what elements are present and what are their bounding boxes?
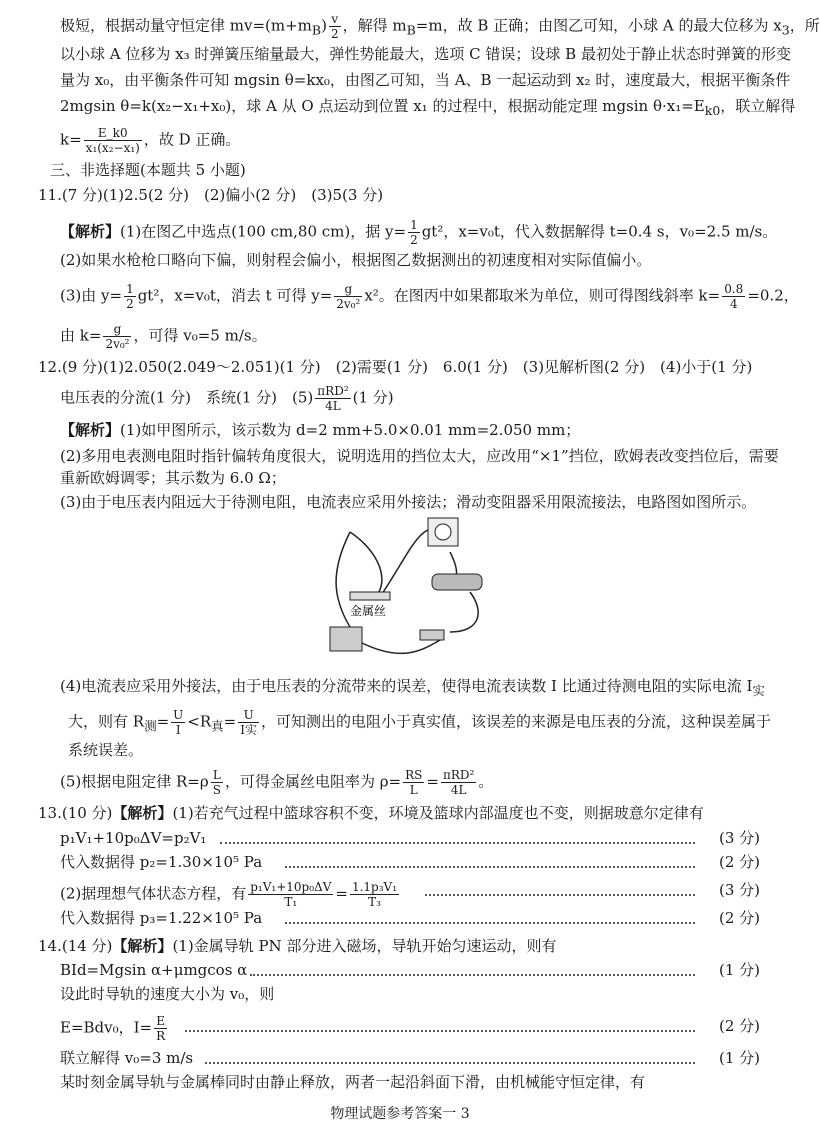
text-line: (3)由于电压表内阻远大于待测电阻，电流表应采用外接法；滑动变阻器采用限流接法，电路图如图所示。 (60, 493, 757, 511)
fraction: $\frac{\text{πRD²}}{4L}$ (442, 768, 475, 797)
wire (450, 592, 478, 632)
text-line: 设此时导轨的速度大小为 v₀，则 (60, 985, 275, 1003)
dotted-leader (425, 894, 695, 896)
text-line: 重新欧姆调零；其示数为 6.0 Ω； (60, 469, 286, 487)
metal-wire-board (350, 592, 390, 600)
dotted-leader (285, 866, 695, 868)
text-line: 系统误差。 (68, 741, 144, 759)
wire (336, 532, 360, 642)
equation-line: BId=Mgsin α+μmgcos α (60, 961, 248, 979)
text-line: 大，则有 $R_测=$ $\frac{U}{I}$ $<R_真=$ $\frac{U}{\text{I实}}$ ，可知测出的电阻小于真实值，该误差的来源是电压表的分流，这种误差属于 (68, 708, 772, 737)
equation-line: (2)据理想气体状态方程，有 $\frac{\text{p₁V₁+10p₀ΔV}}{\text{T₁}}$ = $\frac{\text{1.1p₃V₁}}{\text{T₃}}$ (60, 880, 398, 909)
text-line: 以小球 A 位移为 x₃ 时弹簧压缩量最大，弹性势能最大，选项 C 错误；设球 B 最初处于静止状态时弹簧的形变 (60, 45, 791, 63)
dotted-leader (250, 974, 695, 976)
text-line: k= $\frac{E\_k0}{\text{x₁(x₂−x₁)}}$ ，故 D 正确。 (60, 126, 241, 155)
wire (350, 532, 382, 597)
fraction: $\frac{U}{\text{I实}}$ (240, 708, 257, 737)
text-line: 由 k= $\frac{g}{\text{2v₀²}}$ ，可得 v₀=5 m/s。 (60, 322, 267, 351)
battery (330, 627, 362, 651)
equation-line: E=Bdv₀，I= $\frac{E}{R}$ (60, 1014, 166, 1043)
switch (420, 630, 444, 640)
dotted-leader (185, 1030, 695, 1032)
wire (360, 640, 440, 653)
equation-line: p₁V₁+10p₀ΔV=p₂V₁ (60, 829, 207, 847)
equation-line: 联立解得 v₀=3 m/s (60, 1049, 194, 1067)
question-11-answer: 11.(7 分)(1)2.5(2 分) (2)偏小(2 分) (3)5(3 分) (38, 186, 384, 204)
fraction: $\frac{1}{2}$ (126, 282, 134, 311)
fraction: $\frac{RS}{L}$ (405, 768, 423, 797)
fraction: $\frac{L}{S}$ (212, 768, 221, 797)
text-line: (2)多用电表测电阻时指针偏转角度很大，说明选用的挡位太大，应改用“×1”挡位，欧姆表改变挡位后，需要 (60, 447, 779, 465)
text-line: 电压表的分流(1 分) 系统(1 分) (5) $\frac{\text{πRD²}}{4L}$ (1 分) (60, 384, 394, 413)
text-line: (4)电流表应采用外接法，由于电压表的分流带来的误差，使得电流表读数 I 比通过待测电阻的实际电流 $I_实$ (60, 677, 765, 698)
question-12-answer: 12.(9 分)(1)2.050(2.049～2.051)(1 分) (2)需要(1 分) 6.0(1 分) (3)见解析图(2 分) (4)小于(1 分) (38, 358, 753, 376)
fraction: $\frac{g}{\text{2v₀²}}$ (336, 282, 361, 311)
dotted-leader (205, 1062, 695, 1064)
circuit-diagram (320, 512, 490, 662)
fraction: $\frac{\text{p₁V₁+10p₀ΔV}}{\text{T₁}}$ (250, 880, 332, 909)
equation-line: 代入数据得 p₂=1.30×10⁵ Pa (60, 853, 263, 871)
rheostat (432, 574, 482, 590)
fraction: $\frac{U}{I}$ (173, 708, 184, 737)
question-13-answer: 13.(10 分)【解析】(1)若充气过程中篮球容积不变，环境及篮球内部温度也不变，则据玻意尔定律有 (38, 804, 704, 822)
text-line: (3)由 y= $\frac{1}{2}$ gt²，x=v₀t，消去 t 可得 y= $\frac{g}{\text{2v₀²}}$ x²。在图丙中如果都取米为单位，则可得图线斜率 k= $\frac{0.8}{4}$ =0.2， (60, 282, 799, 311)
dotted-leader (220, 842, 695, 844)
text-line: 2mgsin θ=k(x₂−x₁+x₀)，球 A 从 O 点运动到位置 x₁ 的过程中，根据动能定理 mgsin $\theta\cdot x_1=E_{k0}$，联立解得 (60, 97, 796, 118)
ammeter-dial (435, 524, 451, 540)
fraction: $\frac{v}{2}$ (330, 12, 339, 41)
page-footer: 物理试题参考答案一 3 (330, 1106, 470, 1122)
text-line: (2)如果水枪枪口略向下偏，则射程会偏小，根据图乙数据测出的初速度相对实际值偏小。 (60, 251, 652, 269)
fraction: $\frac{1}{2}$ (410, 218, 418, 247)
section-heading: 三、非选择题(本题共 5 小题) (50, 161, 246, 179)
fraction: $\frac{0.8}{4}$ (724, 282, 744, 311)
text-line: (5)根据电阻定律 R=ρ $\frac{L}{S}$ ，可得金属丝电阻率为 ρ= $\frac{RS}{L}$ = $\frac{\text{πRD²}}{4L}$ 。 (60, 768, 494, 797)
text-line: 某时刻金属导轨与金属棒同时由静止释放，两者一起沿斜面下滑，由机械能守恒定律，有 (60, 1073, 646, 1091)
text-line: 【解析】(1)如甲图所示，该示数为 d=2 mm+5.0×0.01 mm=2.050 mm； (60, 421, 581, 439)
text-line: 极短，根据动量守恒定律 $mv=(m+m_B)$ $\frac{v}{2}$ ，解得 $m_B=m$，故 B 正确；由图乙可知，小球 A 的最大位移为 $x_3$，所 (60, 12, 820, 41)
fraction: $\frac{E\_k0}{\text{x₁(x₂−x₁)}}$ (85, 126, 140, 155)
fraction: $\frac{g}{\text{2v₀²}}$ (105, 322, 130, 351)
text-line: 【解析】(1)在图乙中选点(100 cm,80 cm)，据 y= $\frac{1}{2}$ gt²，x=v₀t，代入数据解得 t=0.4 s，v₀=2.5 m/s。 (60, 218, 778, 247)
equation-line: 代入数据得 p₃=1.22×10⁵ Pa (60, 909, 263, 927)
dotted-leader (285, 922, 695, 924)
fraction: $\frac{E}{R}$ (156, 1014, 166, 1043)
fraction: $\frac{\text{1.1p₃V₁}}{\text{T₃}}$ (351, 880, 398, 909)
figure-label: 金属丝 (350, 604, 387, 618)
fraction: $\frac{\text{πRD²}}{4L}$ (317, 384, 349, 413)
question-14-answer: 14.(14 分)【解析】(1)金属导轨 PN 部分进入磁场，导轨开始匀速运动，则有 (38, 937, 557, 955)
text-line: 量为 x₀，由平衡条件可知 mgsin θ=kx₀，由图乙可知，当 A、B 一起运动到 x₂ 时，速度最大，根据平衡条件 (60, 71, 791, 89)
